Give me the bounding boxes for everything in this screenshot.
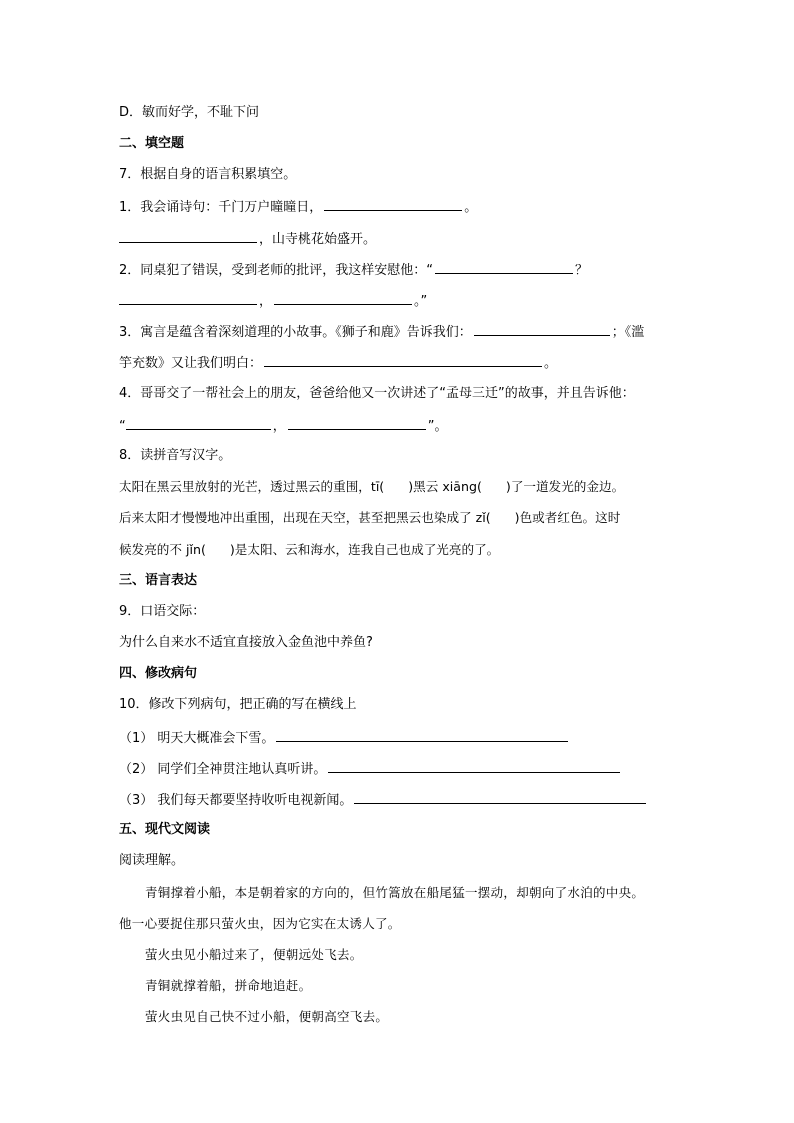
q8-line-3: 候发亮的不 jǐn( )是太阳、云和海水，连我自己也成了光亮的了。: [119, 542, 500, 557]
q10-item-3: （3） 我们每天都要坚持收听电视新闻。: [119, 789, 648, 809]
answer-blank[interactable]: [119, 228, 257, 243]
answer-blank[interactable]: [324, 196, 462, 211]
option-d: D．敏而好学，不耻下问: [119, 105, 260, 120]
answer-blank[interactable]: [274, 290, 412, 305]
q7-item-1: 1．我会诵诗句：千门万户曈曈日， 。: [119, 196, 477, 216]
reading-label: 阅读理解。: [119, 853, 185, 868]
story-paragraph-2: 萤火虫见小船过来了，便朝远处飞去。: [145, 947, 363, 962]
answer-blank[interactable]: [354, 789, 646, 804]
answer-blank[interactable]: [119, 290, 257, 305]
q10-item-1: （1） 明天大概准会下雪。: [119, 727, 570, 747]
story-paragraph-1-cont: 他一心要捉住那只萤火虫，因为它实在太诱人了。: [119, 916, 401, 931]
q7-item-3: 3．寓言是蕴含着深刻道理的小故事。《狮子和鹿》告诉我们： ；《滥: [119, 321, 644, 341]
answer-blank[interactable]: [264, 352, 542, 367]
section-4-heading: 四、修改病句: [119, 666, 198, 681]
story-paragraph-4: 萤火虫见自己快不过小船，便朝高空飞去。: [145, 1009, 389, 1024]
q8-line-1: 太阳在黑云里放射的光芒，透过黑云的重围，tī( )黑云 xiāng( )了一道发光的金边。: [119, 479, 625, 494]
q8-line-2: 后来太阳才慢慢地冲出重围，出现在天空，甚至把黑云也染成了 zǐ( )色或者红色。这时: [119, 510, 621, 525]
section-3-heading: 三、语言表达: [119, 573, 198, 588]
question-7: 7．根据自身的语言积累填空。: [119, 167, 297, 182]
q7-item-2: 2．同桌犯了错误，受到老师的批评，我这样安慰他：“ ？: [119, 259, 588, 279]
question-9-text: 为什么自来水不适宜直接放入金鱼池中养鱼?: [119, 635, 373, 650]
answer-blank[interactable]: [474, 321, 610, 336]
q7-item-4-cont: “ ， ”。: [119, 415, 448, 435]
answer-blank[interactable]: [276, 727, 568, 742]
q10-item-2: （2） 同学们全神贯注地认真听讲。: [119, 758, 622, 778]
story-paragraph-3: 青铜就撑着船，拼命地追赶。: [145, 978, 312, 993]
answer-blank[interactable]: [435, 259, 573, 274]
section-2-heading: 二、填空题: [119, 136, 185, 151]
question-8: 8．读拼音写汉字。: [119, 448, 232, 463]
story-paragraph-1: 青铜撑着小船，本是朝着家的方向的，但竹篙放在船尾猛一摆动，却朝向了水泊的中央。: [145, 885, 645, 900]
answer-blank[interactable]: [328, 758, 620, 773]
answer-blank[interactable]: [126, 415, 271, 430]
q7-item-3-cont: 竽充数》又让我们明白： 。: [119, 352, 557, 372]
answer-blank[interactable]: [288, 415, 426, 430]
question-9: 9．口语交际：: [119, 604, 206, 619]
q7-item-4: 4．哥哥交了一帮社会上的朋友，爸爸给他又一次讲述了“孟母三迁”的故事，并且告诉他：: [119, 386, 635, 401]
q7-item-2-cont: ， 。”: [119, 290, 427, 310]
q7-item-1-cont: ，山寺桃花始盛开。: [119, 228, 376, 248]
section-5-heading: 五、现代文阅读: [119, 822, 211, 837]
question-10: 10．修改下列病句，把正确的写在横线上: [119, 697, 357, 712]
